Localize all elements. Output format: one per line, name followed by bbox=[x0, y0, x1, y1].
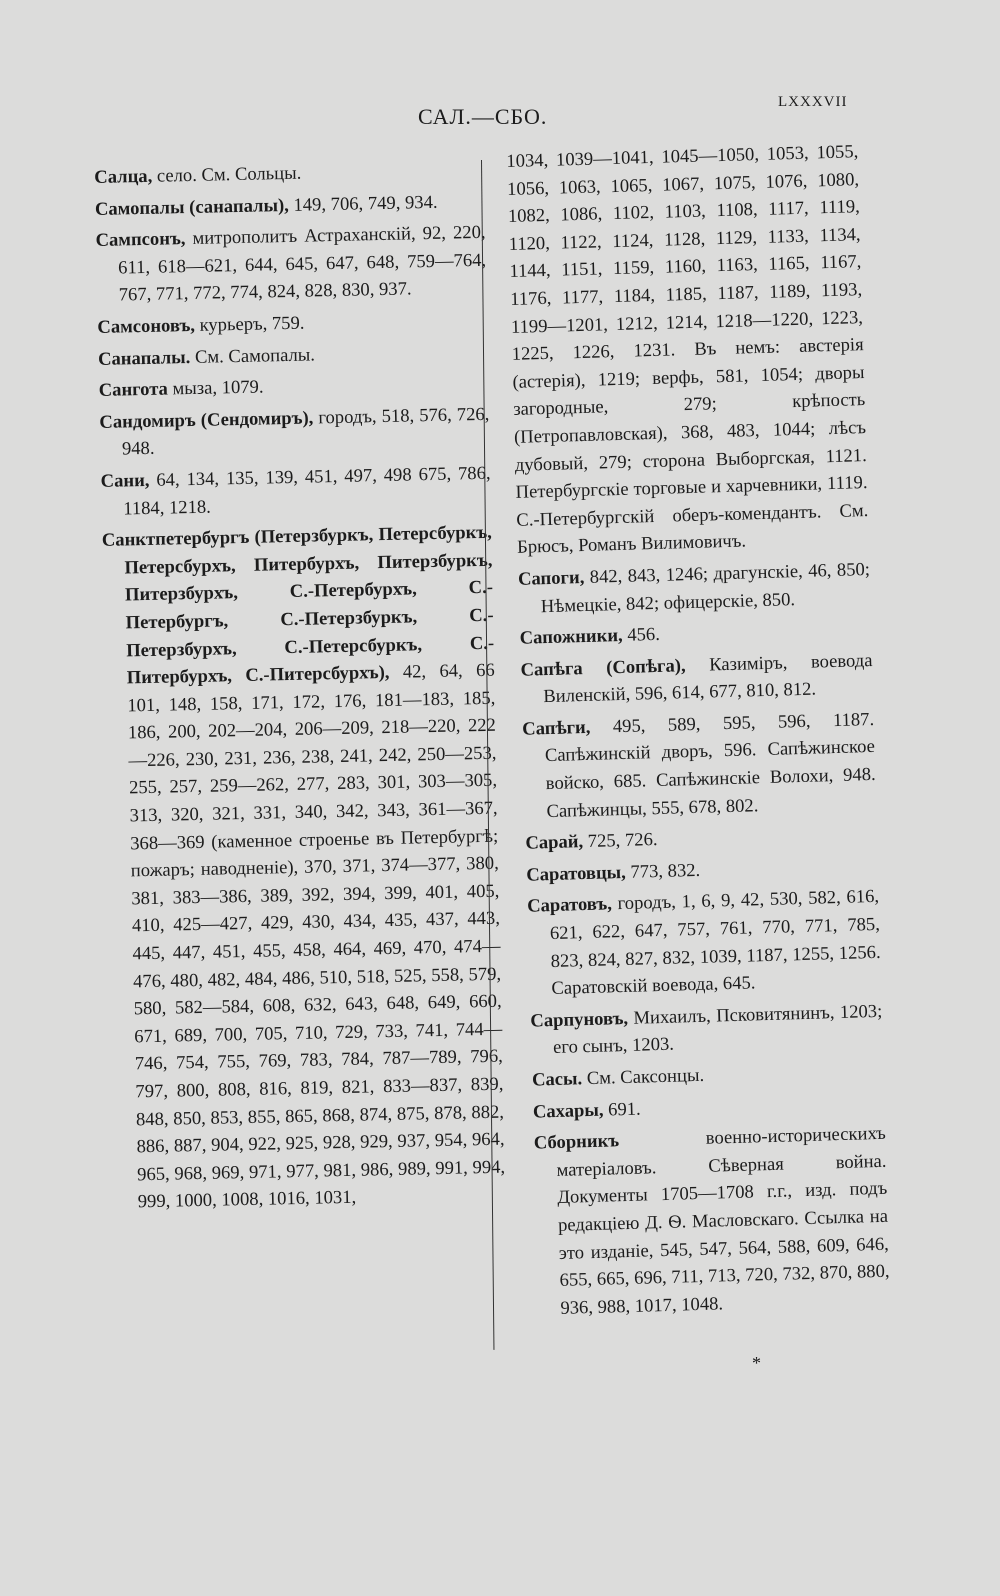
entry-text: 42, 64, 66 101, 148, 158, 171, 172, 176, 181—183, 185, 186, 200, 202—204, 206—209, 218—220, 222—226, 230, 231, 236, 238, 241, 242, 250—253, 255, 257, 259—262, 277, 283, 301, 303—305, 313, 320, 321, 331, 340, 342, 343, 361—367, 368—369 (каменное строенье въ Петербургѣ; пожаръ; наводненіе), 370, 371, 374—377, 380, 381, 383—386, 389, 392, 394, 399, 401, 405, 410, 425—427, 429, 430, 434, 435, 437, 443, 445, 447, 451, 455, 458, 464, 469, 470, 474—476, 480, 482, 484, 486, 510, 518, 525, 558, 579, 580, 582—584, 608, 632, 643, 648, 649, 660, 671, 689, 700, 705, 710, 729, 733, 741, 744—746, 754, 755, 769, 783, 784, 787—789, 796, 797, 800, 808, 816, 819, 821, 833—837, 839, 848, 850, 853, 855, 865, 868, 874, 875, 878, 882, 886, 887, 904, 922, 925, 928, 929, 937, 954, 964, 965, 968, 969, 971, 977, 981, 986, 989, 991, 994, 999, 1000, 1008, 1016, 1031, bbox=[127, 659, 506, 1213]
entry-headword: Саратовъ, bbox=[526, 893, 613, 918]
index-entry bbox=[99, 401, 490, 464]
entry-headword: Сани, bbox=[100, 469, 150, 492]
entry-headword: Санктпетербургъ (Петерзбуркъ, Петерсбуркъ, Петерсбурхъ, Питербурхъ, Питерзбуркъ, Питерзбурхъ, С.-Петербурхъ, С.-Петербургъ, С.-Петерзбуркъ, С.-Петерзбурхъ, С.-Петерсбуркъ, С.-Питербурхъ, С.-Питерсбурхъ), bbox=[101, 521, 495, 689]
entry-text: 773, 832. bbox=[625, 859, 701, 883]
index-entry bbox=[533, 1088, 886, 1125]
entry-text: мыза, 1079. bbox=[167, 376, 264, 400]
entry-headword: Сахары, bbox=[532, 1099, 604, 1123]
entry-headword: Сапожники, bbox=[519, 625, 623, 649]
entry-text: См. Самопалы. bbox=[190, 343, 316, 368]
index-entry bbox=[100, 460, 491, 523]
entry-text: 725, 726. bbox=[582, 829, 658, 853]
entry-headword: Саратовцы, bbox=[526, 861, 627, 886]
index-entry bbox=[102, 519, 506, 1217]
entry-text: Казиміръ, воевода Виленскій, 596, 614, 677, 810, 812. bbox=[543, 649, 873, 708]
index-entry-continued bbox=[506, 138, 869, 562]
entry-text: 842, 843, 1246; драгунскіе, 46, 850; Нѣмецкіе, 842; офицерскіе, 850. bbox=[540, 558, 871, 617]
entry-headword: Самопалы (санапалы), bbox=[94, 194, 290, 220]
index-entry bbox=[95, 187, 485, 223]
entry-text: 1034, 1039—1041, 1045—1050, 1053, 1055, 1056, 1063, 1065, 1067, 1075, 1076, 1080, 1082, 1086, 1102, 1103, 1108, 1117, 1119, 1120, 1122, 1124, 1128, 1129, 1133, 1134, 1144, 1151, 1159, 1160, 1163, 1165, 1167, 1176, 1177, 1184, 1185, 1187, 1189, 1193, 1199—1201, 1212, 1214, 1218—1220, 1223, 1225, 1226, 1231. Въ немъ: австерія (астерія), 1219; верфь, 581, 1054; дворы загородные, 279; крѣпость (Петропавловская), 368, 483, 1044; лѣсъ дубовый, 279; сторона Выборгская, 1121. Петербургскіе торговые и харчевники, 1119. С.-Петербургскій оберъ-комендантъ. См. Брюсъ, Романъ Вилимовичъ. bbox=[506, 141, 869, 559]
index-entry bbox=[98, 337, 488, 373]
index-entry bbox=[527, 883, 882, 1003]
index-entry bbox=[526, 852, 879, 889]
index-entry bbox=[522, 706, 877, 826]
end-asterisk: * bbox=[752, 1353, 761, 1373]
entry-headword: Сампсонъ, bbox=[95, 228, 186, 252]
entry-headword: Сандомиръ (Сендомиръ), bbox=[99, 407, 314, 433]
entry-text: военно-историческихъ матеріаловъ. Сѣверная война. Документы 1705—1708 г.г., изд. подъ редакціею Д. Ѳ. Масловскаго. Ссылка на это изданіе, 545, 547, 564, 588, 609, 646, 655, 665, 696, 711, 713, 720, 732, 870, 880, 936, 988, 1017, 1048. bbox=[556, 1122, 890, 1319]
index-entry bbox=[519, 615, 872, 652]
entry-text: курьеръ, 759. bbox=[194, 312, 305, 336]
entry-headword: Сангота bbox=[98, 378, 169, 402]
entry-text: 691. bbox=[603, 1098, 641, 1121]
left-column bbox=[94, 156, 506, 1221]
index-entry bbox=[97, 306, 487, 342]
page-number: LXXXVII bbox=[778, 94, 848, 110]
entry-text: Михаилъ, Псковитянинъ, 1203; его сынъ, 1203. bbox=[552, 1000, 883, 1059]
entry-headword: Сарпуновъ, bbox=[530, 1007, 629, 1032]
index-entry bbox=[532, 1057, 885, 1094]
index-entry bbox=[94, 156, 484, 192]
index-entry bbox=[525, 820, 878, 857]
entry-text: 149, 706, 749, 934. bbox=[288, 191, 438, 216]
index-entry bbox=[533, 1120, 890, 1323]
entry-headword: Самсоновъ, bbox=[97, 314, 196, 338]
entry-headword: Салца, bbox=[94, 165, 153, 188]
entry-text: митрополитъ Астраханскій, 92, 220, 611, 618—621, 644, 645, 647, 648, 759—764, 767, 771, 772, 774, 824, 828, 830, 937. bbox=[117, 222, 487, 306]
entry-text: село. См. Сольцы. bbox=[152, 162, 302, 187]
entry-headword: Сапѣга (Сопѣга), bbox=[520, 654, 686, 681]
entry-headword: Сасы. bbox=[531, 1068, 583, 1091]
index-entry bbox=[98, 369, 488, 405]
page-title: САЛ.—СБО. bbox=[418, 104, 548, 129]
entry-text: 456. bbox=[622, 623, 661, 647]
entry-headword: Сарай, bbox=[525, 831, 584, 854]
entry-text: городъ, 1, 6, 9, 42, 530, 582, 616, 621, 622, 647, 757, 761, 770, 771, 785, 823, 824, 827, 832, 1039, 1187, 1255, 1256. Саратовскій воевода, 645. bbox=[549, 886, 881, 1000]
entry-headword: Санапалы. bbox=[97, 346, 191, 370]
entry-text: См. Саксонцы. bbox=[581, 1064, 705, 1090]
index-entry bbox=[518, 556, 871, 621]
entry-headword: Сапоги, bbox=[517, 566, 585, 590]
entry-text: 64, 134, 135, 139, 451, 497, 498 675, 786, 1184, 1218. bbox=[123, 462, 491, 519]
entry-text: городъ, 518, 576, 726, 948. bbox=[121, 403, 490, 460]
index-entry bbox=[530, 998, 883, 1063]
entry-headword: Сапѣги, bbox=[521, 716, 591, 740]
index-entry bbox=[95, 219, 487, 310]
entry-headword: Сборникъ bbox=[533, 1130, 620, 1154]
right-column bbox=[506, 138, 891, 1327]
entry-text: 495, 589, 595, 596, 1187. Сапѣжинскій дворъ, 596. Сапѣжинское войско, 685. Сапѣжинскіе Волохи, 948. Сапѣжинцы, 555, 678, 802. bbox=[544, 708, 876, 822]
index-entry bbox=[520, 647, 873, 712]
